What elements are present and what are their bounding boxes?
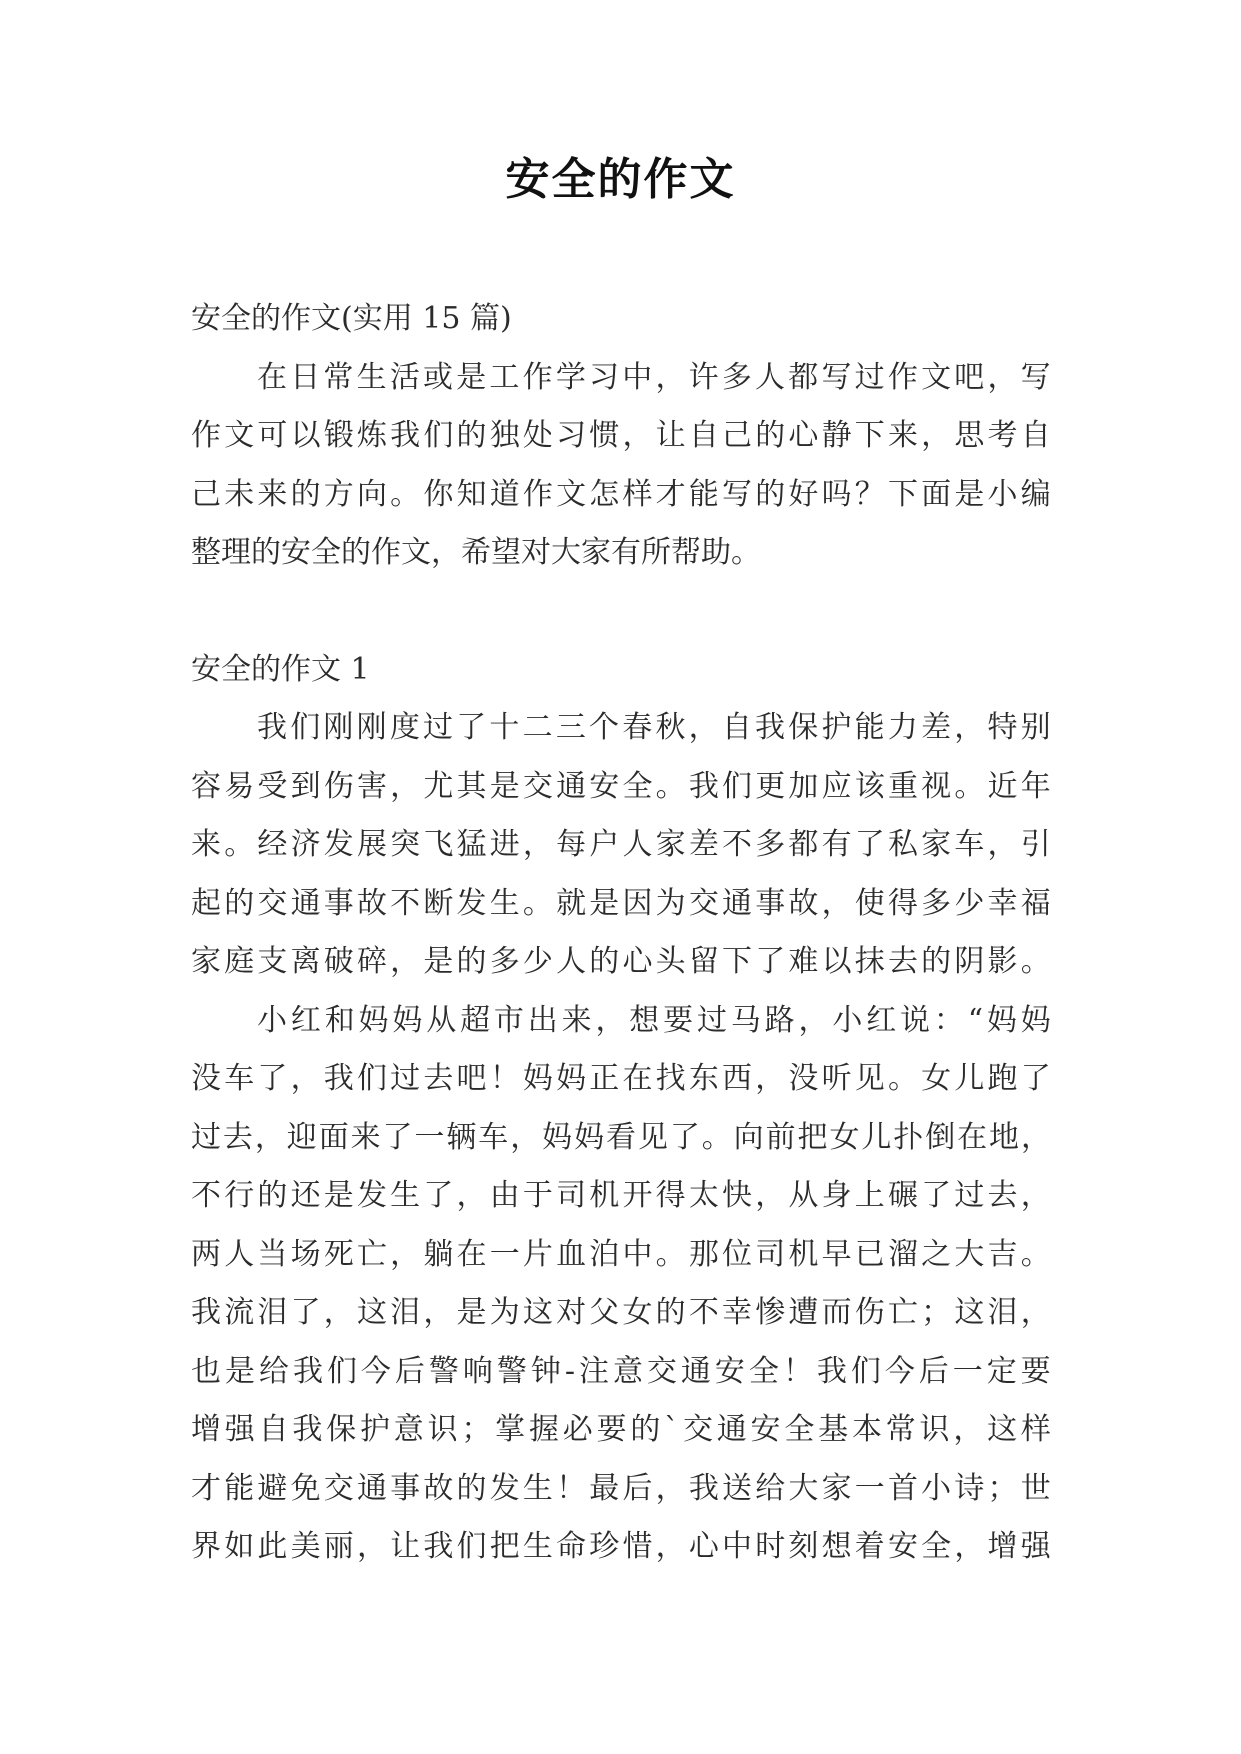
text-line: 小 红 和 妈 妈 从 超 市 出 来 ， 想 要 过 马 路 ， 小 红 说 ： “ 妈 妈 [257,1002,1051,1038]
text-line: 过 去 ， 迎 面 来 了 一 辆 车 ， 妈 妈 看 见 了 。 向 前 把 女 儿 扑 倒 在 地 ， [191,1119,1051,1155]
text-line: 容 易 受 到 伤 害 ， 尤 其 是 交 通 安 全 。 我 们 更 加 应 该 重 视 。 近 年 [191,768,1051,804]
document-title: 安全的作文 [505,154,736,205]
text-line: 家 庭 支 离 破 碎 ， 是 的 多 少 人 的 心 头 留 下 了 难 以 抹 去 的 阴 影 。 [191,944,1051,979]
document-subtitle: 安全的作文(实用 15 篇) [191,301,512,336]
text-line: 来 。 经 济 发 展 突 飞 猛 进 ， 每 户 人 家 差 不 多 都 有 了 私 家 车 ， 引 [191,827,1051,862]
text-line: 不 行 的 还 是 发 生 了 ， 由 于 司 机 开 得 太 快 ， 从 身 上 碾 了 过 去 ， [191,1178,1051,1213]
text-line: 整理的安全的作文，希望对大家有所帮助。 [191,535,761,570]
text-line: 也 是 给 我 们 今 后 警 响 警 钟 - 注 意 交 通 安 全 ！ 我 们 今 后 一 定 要 [191,1353,1051,1389]
paragraph-gap [191,583,1051,641]
document-body [191,290,1051,1577]
text-line: 我 们 刚 刚 度 过 了 十 二 三 个 春 秋 ， 自 我 保 护 能 力 差 ， 特 别 [257,710,1051,745]
text-line: 没 车 了 ， 我 们 过 去 吧 ！ 妈 妈 正 在 找 东 西 ， 没 听 见 。 女 儿 跑 了 [191,1061,1051,1096]
section-paragraph [191,992,1051,1577]
text-line: 作 文 可 以 锻 炼 我 们 的 独 处 习 惯 ， 让 自 己 的 心 静 下 来 ， 思 考 自 [191,418,1051,453]
text-line: 在 日 常 生 活 或 是 工 作 学 习 中 ， 许 多 人 都 写 过 作 文 吧 ， 写 [257,359,1051,395]
text-line: 起 的 交 通 事 故 不 断 发 生 。 就 是 因 为 交 通 事 故 ， 使 得 多 少 幸 福 [191,885,1051,921]
text-line: 己 未 来 的 方 向 。 你 知 道 作 文 怎 样 才 能 写 的 好 吗 ？ 下 面 是 小 编 [191,476,1051,512]
intro-paragraph [191,349,1051,583]
text-line: 界 如 此 美 丽 ， 让 我 们 把 生 命 珍 惜 ， 心 中 时 刻 想 着 安 全 ， 增 强 [191,1529,1051,1564]
text-line: 才 能 避 免 交 通 事 故 的 发 生 ！ 最 后 ， 我 送 给 大 家 一 首 小 诗 ； 世 [191,1470,1051,1506]
text-line: 两 人 当 场 死 亡 ， 躺 在 一 片 血 泊 中 。 那 位 司 机 早 已 溜 之 大 吉 。 [191,1236,1051,1272]
section-paragraph [191,699,1051,992]
text-line: 增 强 自 我 保 护 意 识 ； 掌 握 必 要 的 ` 交 通 安 全 基 本 常 识 ， 这 样 [191,1412,1051,1447]
text-line: 我 流 泪 了 ， 这 泪 ， 是 为 这 对 父 女 的 不 幸 惨 遭 而 伤 亡 ； 这 泪 ， [191,1295,1051,1330]
section-heading: 安全的作文 1 [191,651,370,687]
